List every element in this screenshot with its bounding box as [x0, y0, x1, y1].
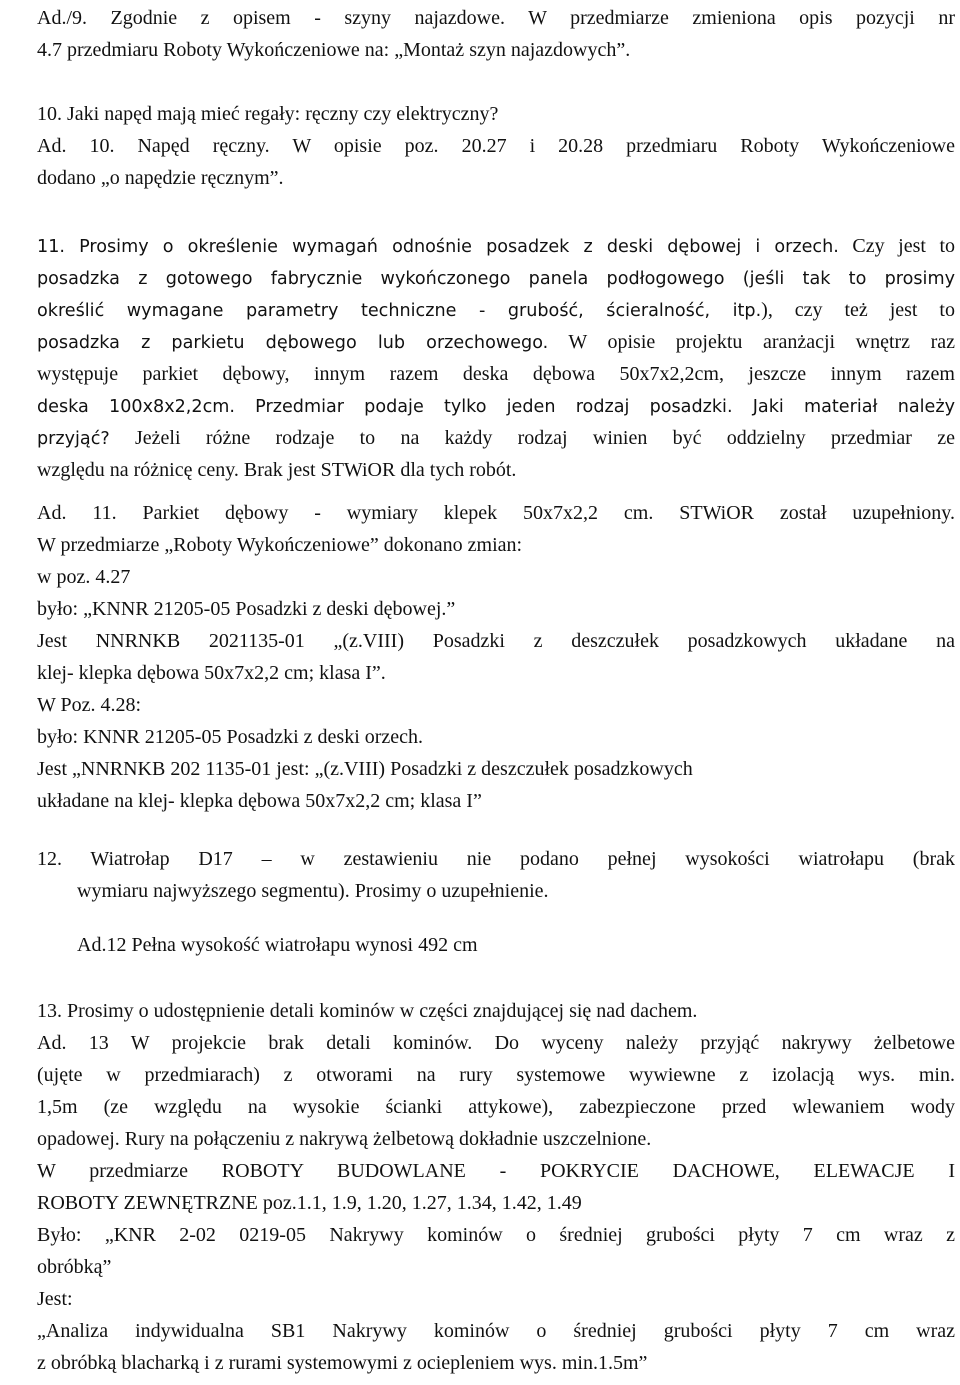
answer-12-paragraph: [77, 929, 955, 961]
text-line: 13. Prosimy o udostępnienie detali kominów w części znajdującej się nad dachem.: [37, 1000, 698, 1022]
question-text: Jeżeli różne rodzaje to na każdy rodzaj winien być oddzielny przedmiar ze: [109, 427, 955, 449]
text-line: w poz. 4.27: [37, 566, 131, 588]
answer-9-paragraph: [37, 2, 955, 66]
text-line: dodano „o napędzie ręcznym”.: [37, 167, 284, 189]
text-line: Jest:: [37, 1288, 73, 1310]
question-text: przyjąć?: [37, 429, 110, 449]
question-text: 11. Prosimy o określenie wymagań odnośnie posadzek z deski dębowej i orzech.: [37, 237, 839, 257]
answer-13-paragraph: [37, 1027, 955, 1379]
text-line: W przedmiarze ROBOTY BUDOWLANE - POKRYCIE DACHOWE, ELEWACJE I: [37, 1160, 955, 1182]
text-line: [37, 358, 955, 390]
text-line: było: „KNNR 21205-05 Posadzki z deski dębowej.”: [37, 598, 456, 620]
question-text: występuje parkiet dębowy, innym razem deska dębowa 50x7x2,2cm, jeszcze innym razem: [37, 363, 955, 385]
text-line: Ad./9. Zgodnie z opisem - szyny najazdowe. W przedmiarze zmieniona opis pozycji nr: [37, 7, 955, 29]
question-text: deska 100x8x2,2cm. Przedmiar podaje tylko jeden rodzaj posadzki. Jaki materiał należy: [37, 397, 955, 417]
text-line: ROBOTY ZEWNĘTRZNE poz.1.1, 1.9, 1.20, 1.27, 1.34, 1.42, 1.49: [37, 1192, 582, 1214]
text-line: Ad.12 Pełna wysokość wiatrołapu wynosi 492 cm: [77, 934, 478, 956]
text-line: Jest NNRNKB 2021135-01 „(z.VIII) Posadzki z deszczułek posadzkowych układane na: [37, 630, 955, 652]
text-line: Ad. 10. Napęd ręczny. W opisie poz. 20.27 i 20.28 przedmiaru Roboty Wykończeniowe: [37, 135, 955, 157]
text-line: 1,5m (ze względu na wysokie ścianki attykowe), zabezpieczone przed wlewaniem wody: [37, 1096, 955, 1118]
text-line: W Poz. 4.28:: [37, 694, 142, 716]
answer-11-paragraph: [37, 497, 955, 817]
text-line: klej- klepka dębowa 50x7x2,2 cm; klasa I”.: [37, 662, 386, 684]
text-line: układane na klej- klepka dębowa 50x7x2,2 cm; klasa I”: [37, 790, 482, 812]
text-line: opadowej. Rury na połączeniu z nakrywą żelbetową dokładnie uszczelnione.: [37, 1128, 652, 1150]
question-10-paragraph: [37, 98, 955, 194]
text-line: 4.7 przedmiaru Roboty Wykończeniowe na: „Montaż szyn najazdowych”.: [37, 39, 631, 61]
question-text: posadzka z parkietu dębowego lub orzechowego.: [37, 333, 549, 353]
text-line: Ad. 11. Parkiet dębowy - wymiary klepek 50x7x2,2 cm. STWiOR został uzupełniony.: [37, 502, 955, 524]
question-11-paragraph: [37, 230, 955, 486]
question-text: określić wymagane parametry techniczne - grubość, ścieralność, itp.: [37, 301, 762, 321]
question-text: względu na różnicę ceny. Brak jest STWiOR dla tych robót.: [37, 459, 517, 481]
text-line: Ad. 13 W projekcie brak detali kominów. Do wyceny należy przyjąć nakrywy żelbetowe: [37, 1032, 955, 1054]
text-line: (ujęte w przedmiarach) z otworami na rury systemowe wywiewne z izolacją wys. min.: [37, 1064, 955, 1086]
text-line: „Analiza indywidualna SB1 Nakrywy kominów o średniej grubości płyty 7 cm wraz: [37, 1320, 955, 1342]
text-line: wymiaru najwyższego segmentu). Prosimy o uzupełnienie.: [77, 880, 549, 902]
text-line: W przedmiarze „Roboty Wykończeniowe” dokonano zmian:: [37, 534, 523, 556]
text-line: [37, 422, 955, 454]
text-line: Było: „KNR 2-02 0219-05 Nakrywy kominów o średniej grubości płyty 7 cm wraz z: [37, 1224, 955, 1246]
text-line: obróbką”: [37, 1256, 112, 1278]
question-text: ), czy też jest to: [761, 299, 955, 321]
question-text: posadzka z gotowego fabrycznie wykończonego panela podłogowego (jeśli tak to prosimy: [37, 269, 955, 289]
question-text: Czy jest to: [838, 235, 956, 257]
text-line: [37, 230, 955, 262]
text-line: [37, 454, 955, 486]
question-text: W opisie projektu aranżacji wnętrz raz: [548, 331, 955, 353]
text-line: z obróbką blacharką i z rurami systemowymi z ociepleniem wys. min.1.5m”: [37, 1352, 648, 1374]
text-line: [37, 390, 955, 422]
text-line: było: KNNR 21205-05 Posadzki z deski orzech.: [37, 726, 424, 748]
text-line: [37, 262, 955, 294]
text-line: 10. Jaki napęd mają mieć regały: ręczny czy elektryczny?: [37, 103, 499, 125]
text-line: Jest „NNRNKB 202 1135-01 jest: „(z.VIII) Posadzki z deszczułek posadzkowych: [37, 758, 693, 780]
question-13-paragraph: [37, 995, 955, 1027]
text-line: 12. Wiatrołap D17 – w zestawieniu nie podano pełnej wysokości wiatrołapu (brak: [37, 848, 955, 870]
text-line: [37, 326, 955, 358]
text-line: [37, 294, 955, 326]
question-12-paragraph: [37, 843, 955, 907]
